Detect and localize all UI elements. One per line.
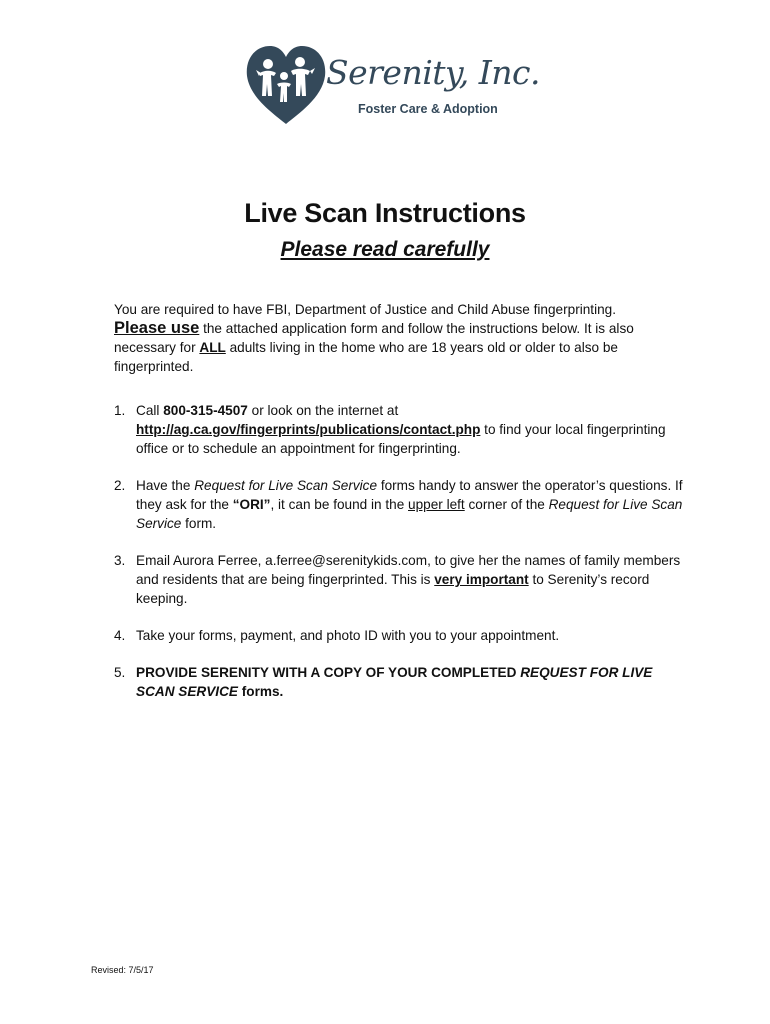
step-number: 5. [114,665,126,680]
revision-date: Revised: 7/5/17 [91,965,154,975]
step-text: Have the [136,478,195,493]
serenity-logo [244,40,544,128]
page-subtitle: Please read carefully [280,238,490,261]
please-use-text: Please use [114,319,200,337]
list-item [114,663,684,701]
step-text: forms handy to answer the operator’s questions. If they ask for the [136,478,683,512]
ori-label: “ORI” [232,497,271,512]
fingerprint-locations-link[interactable]: http://ag.ca.gov/fingerprints/publications/contact.php [136,422,481,437]
intro-line-1: You are required to have FBI, Department of Justice and Child Abuse fingerprinting. [114,302,617,317]
step-text: form. [181,516,217,531]
list-item [114,551,684,608]
step-text: Call [136,403,164,418]
step-text: forms. [237,684,284,699]
form-name: Request for Live Scan Service [194,478,378,493]
page-title: Live Scan Instructions [244,198,526,228]
logo-tagline: Foster Care & Adoption [358,102,498,116]
step-text: , it can be found in the [270,497,409,512]
upper-left-text: upper left [408,497,465,512]
step-number: 1. [114,403,126,418]
list-item [114,476,684,533]
intro-paragraph [114,300,674,376]
logo-company-name: Serenity, Inc. [326,53,541,92]
very-important-text: very important [434,572,529,587]
step-number: 3. [114,553,126,568]
intro-text-b: adults living in the home who are 18 years old or older to also be fingerprinted. [114,340,618,374]
step-text: Take your forms, payment, and photo ID with you to your appointment. [136,628,560,643]
heart-family-icon [244,40,328,126]
step-text: corner of the [464,497,549,512]
step-text: Email Aurora Ferree, a.ferree@serenitykids.com, to give her the names of family members and residents that are being fingerprinted. This is [136,553,681,587]
all-emphasis: ALL [199,340,226,355]
list-item [114,626,684,645]
intro-line-2 [114,319,674,376]
list-item [114,401,684,458]
step-text: or look on the internet at [247,403,399,418]
step-text: PROVIDE SERENITY WITH A COPY OF YOUR COMPLETED [136,665,521,680]
form-name: Request for Live Scan Service [136,497,683,531]
instruction-list [114,401,684,719]
step-number: 4. [114,628,126,643]
intro-text-a: the attached application form and follow the instructions below. It is also necessary for [114,321,634,355]
form-name: REQUEST FOR LIVE SCAN SERVICE [136,665,653,699]
step-number: 2. [114,478,126,493]
step-text: to find your local fingerprinting office or to schedule an appointment for fingerprinting. [136,422,666,456]
step-text: to Serenity’s record keeping. [136,572,650,606]
phone-number: 800-315-4507 [163,403,248,418]
